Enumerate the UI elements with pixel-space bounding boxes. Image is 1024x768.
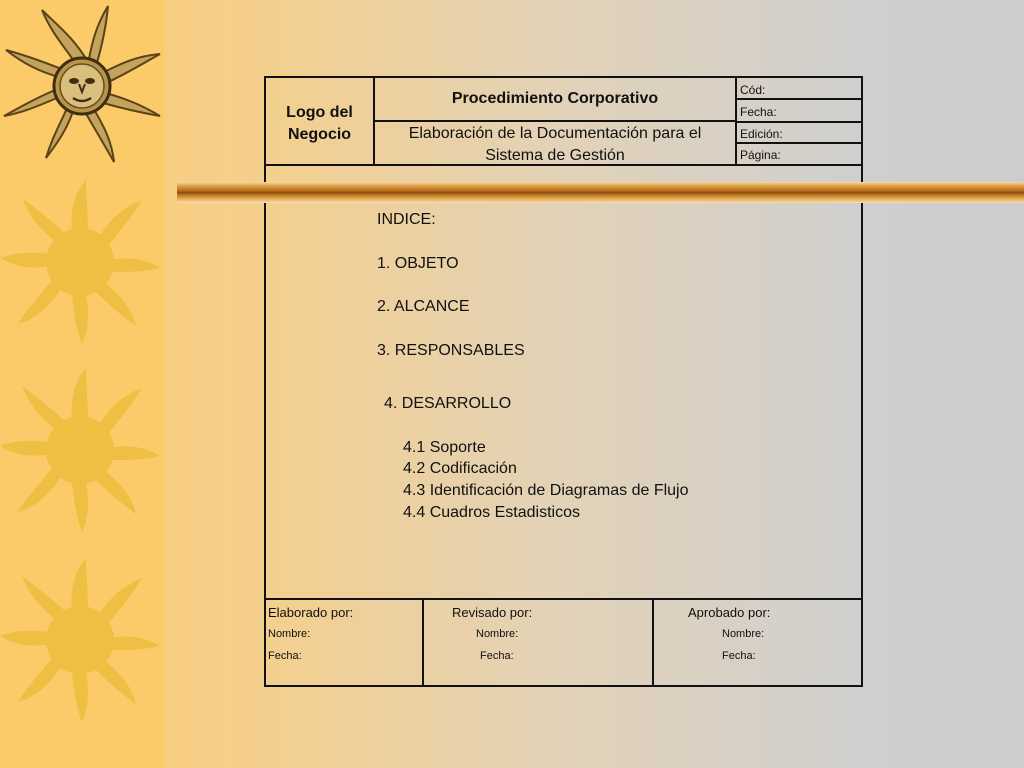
index-subitem: 4.4 Cuadros Estadisticos <box>403 504 580 521</box>
reviewed-name-label: Nombre: <box>476 628 519 640</box>
page-field: Página: <box>740 148 781 162</box>
title-divider <box>373 120 737 122</box>
index-item: 2. ALCANCE <box>377 298 470 315</box>
prepared-by-label: Elaborado por: <box>268 605 354 620</box>
logo-line: Logo del <box>286 104 353 121</box>
date-field: Fecha: <box>740 105 777 119</box>
decorative-rule <box>177 182 1024 203</box>
subtitle-line: Elaboración de la Documentación para el <box>408 125 702 142</box>
left-decor-strip <box>0 0 165 768</box>
approved-by-label: Aprobado por: <box>688 605 771 620</box>
reviewed-date-label: Fecha: <box>480 650 514 662</box>
prepared-name-label: Nombre: <box>268 628 311 640</box>
index-item: 3. RESPONSABLES <box>377 342 525 359</box>
index-subitem: 4.2 Codificación <box>403 460 517 477</box>
field-divider <box>735 121 861 123</box>
footer-col-divider <box>652 598 654 685</box>
sun-face-icon <box>0 0 165 170</box>
sun-icon <box>0 556 165 726</box>
index-item: 4. DESARROLLO <box>384 395 512 412</box>
footer-col-divider <box>422 598 424 685</box>
prepared-date-label: Fecha: <box>268 650 302 662</box>
code-field: Cód: <box>740 83 766 97</box>
reviewed-by-label: Revisado por: <box>452 605 533 620</box>
sun-icon <box>0 178 165 348</box>
index-heading: INDICE: <box>377 211 436 228</box>
index-subitem: 4.3 Identificación de Diagramas de Flujo <box>403 482 689 499</box>
index-item: 1. OBJETO <box>377 255 459 272</box>
logo-line: Negocio <box>287 126 352 143</box>
procedure-title: Procedimiento Corporativo <box>451 90 659 107</box>
field-divider <box>735 142 861 144</box>
document-template <box>264 76 863 687</box>
logo-placeholder <box>266 102 373 146</box>
field-divider <box>735 98 861 100</box>
subtitle-line: Sistema de Gestión <box>485 147 625 164</box>
approved-date-label: Fecha: <box>722 650 756 662</box>
edition-field: Edición: <box>740 127 783 141</box>
footer-divider <box>266 598 861 600</box>
index-subitem: 4.1 Soporte <box>403 439 486 456</box>
sun-icon <box>0 366 165 536</box>
procedure-subtitle <box>375 123 735 167</box>
approved-name-label: Nombre: <box>722 628 765 640</box>
